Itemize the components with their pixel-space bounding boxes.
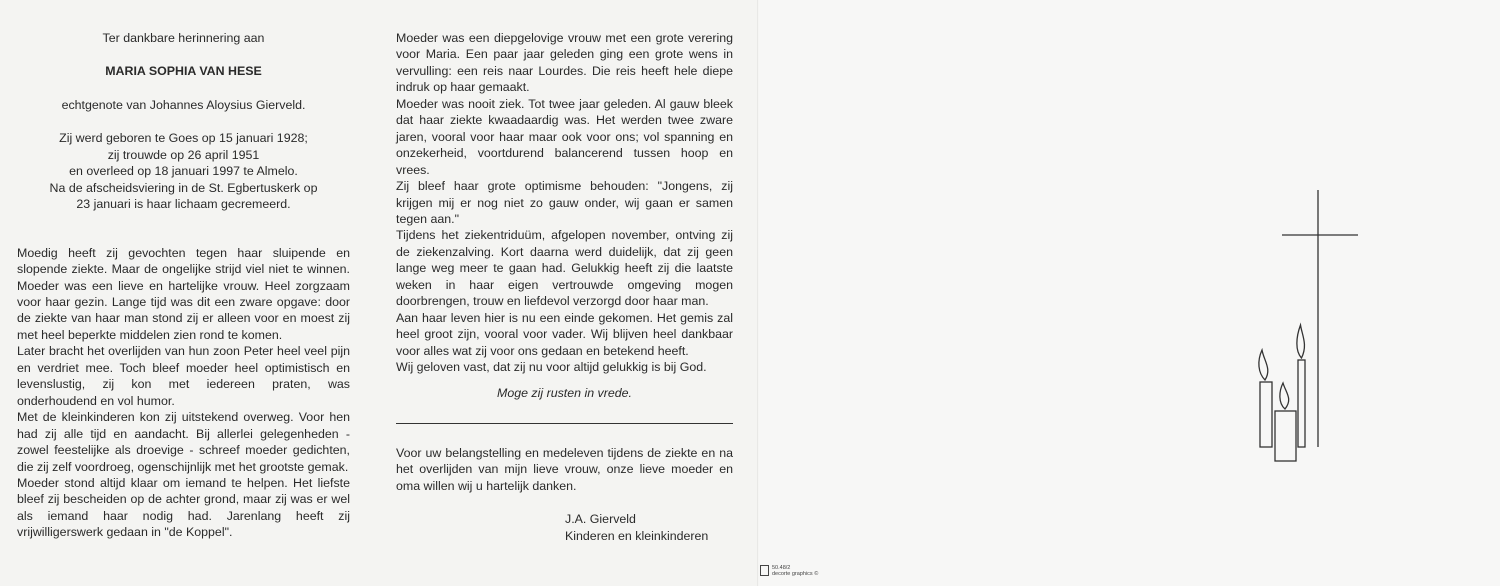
- life-dates: [17, 130, 350, 212]
- cross-candles-illustration: [1250, 185, 1370, 470]
- cross-icon: [1282, 190, 1358, 447]
- date-line: en overleed op 18 januari 1997 te Almelo.: [69, 164, 298, 179]
- motto: Moge zij rusten in vrede.: [497, 385, 632, 400]
- date-line: 23 januari is haar lichaam gecremeerd.: [76, 197, 291, 212]
- candle-icon: [1259, 350, 1272, 447]
- left-column: [17, 30, 350, 541]
- date-line: Zij werd geboren te Goes op 15 januari 1928;: [59, 131, 308, 146]
- date-line: zij trouwde op 26 april 1951: [107, 147, 260, 162]
- memorial-text-right: [396, 30, 733, 376]
- paragraph: Moeder was nooit ziek. Tot twee jaar geleden. Al gauw bleek dat haar ziekte kwaadaardig was. Het werden twee zware jaren, vooral voor haar maar ook voor ons; vol spanning en onzekerheid, voortdurend balancerend tussen hoop en vrees.: [396, 96, 733, 177]
- divider: [396, 423, 733, 424]
- card-cover: [758, 0, 1500, 586]
- deceased-name: MARIA SOPHIA VAN HESE: [105, 64, 262, 79]
- signature: [565, 511, 733, 544]
- spouse-line: echtgenote van Johannes Aloysius Gierveld.: [61, 97, 306, 112]
- paragraph: Moeder stond altijd klaar om iemand te helpen. Het liefste bleef zij bescheiden op de achter grond, maar zij was er wel als iemand haar nodig had. Jarenlang heeft zij vrijwilligerswerk gedaan in "de Koppel".: [17, 475, 350, 540]
- card-header: [17, 30, 350, 213]
- memorial-text-left: [17, 245, 350, 541]
- paragraph: Wij geloven vast, dat zij nu voor altijd gelukkig is bij God.: [396, 360, 707, 375]
- signature-family: Kinderen en kleinkinderen: [565, 528, 709, 543]
- candle-icon: [1275, 383, 1296, 461]
- paragraph: Zij bleef haar grote optimisme behouden: "Jongens, zij krijgen mij er nog niet zo gauw onder, wij gaan er samen tegen aan.": [396, 179, 733, 226]
- paragraph: Moeder was een diepgelovige vrouw met een grote verering voor Maria. Een paar jaar geleden ging een grote wens in vervulling: een reis naar Lourdes. Die reis heeft hele diepe indruk op haar gemaakt.: [396, 31, 733, 95]
- thanks-text: Voor uw belangstelling en medeleven tijdens de ziekte en na het overlijden van mijn lieve vrouw, onze lieve moeder en oma willen wij u hartelijk danken.: [396, 445, 733, 493]
- paragraph: Moedig heeft zij gevochten tegen haar sluipende en slopende ziekte. Maar de ongelijke strijd viel niet te winnen. Moeder was een lieve en hartelijke vrouw. Heel zorgzaam voor haar gezin. Lange tijd was dit een zware opgave: door de ziekte van haar man stond zij er alleen voor en moest zij met heel beperkte middelen zien rond te komen.: [17, 245, 350, 342]
- signature-name: J.A. Gierveld: [565, 512, 636, 527]
- date-line: Na de afscheidsviering in de St. Egbertuskerk op: [49, 180, 318, 195]
- publisher-name: decorte graphics ©: [772, 571, 819, 577]
- fold-line: [757, 0, 759, 586]
- paragraph: Later bracht het overlijden van hun zoon Peter heel veel pijn en verdriet mee. Toch bleef moeder heel optimistisch en levenslustig, zij kon met iedereen praten, was onderhoudend en vol humor.: [17, 344, 350, 408]
- publisher-code: 50.48/2: [772, 565, 791, 571]
- paragraph: Met de kleinkinderen kon zij uitstekend overweg. Voor hen had zij alle tijd en aandacht. Bij allerlei gelegenheden - zowel feestelijke als droevige - schreef moeder gedichten, die zij zelf voordroeg, ogenschijnlijk met het grootste gemak.: [17, 410, 350, 474]
- paragraph: Tijdens het ziekentriduüm, afgelopen november, ontving zij de ziekenzalving. Kort daarna werd duidelijk, dat zij geen lange weg meer te gaan had. Gelukkig heeft zij die laatste weken in haar eigen vertrouwde omgeving mogen doorbrengen, trouw en liefdevol verzorgd door haar man.: [396, 228, 733, 309]
- paragraph: Aan haar leven hier is nu een einde gekomen. Het gemis zal heel groot zijn, vooral voor vader. Wij blijven heel dankbaar voor alles wat zij voor ons gedaan en betekend heeft.: [396, 310, 733, 358]
- intro-line: Ter dankbare herinnering aan: [102, 31, 265, 45]
- candle-icon: [1297, 325, 1305, 447]
- publisher-logo-icon: [760, 565, 769, 576]
- right-column: [396, 30, 733, 544]
